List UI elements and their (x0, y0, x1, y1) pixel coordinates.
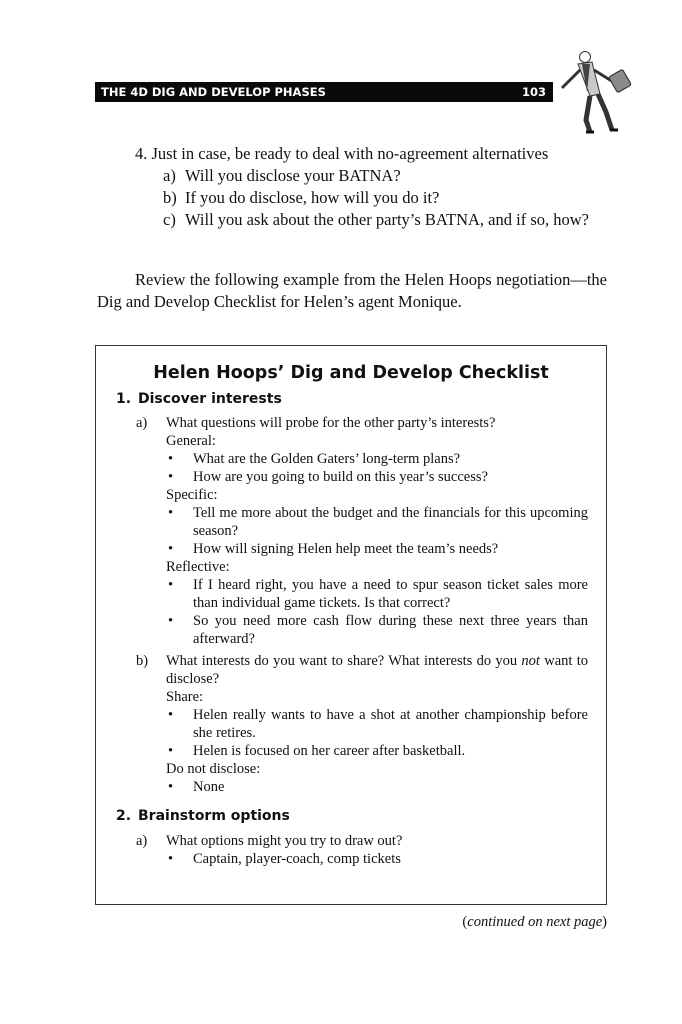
checklist-title: Helen Hoops’ Dig and Develop Checklist (153, 363, 549, 383)
running-header (95, 82, 553, 102)
list-item: • Captain, player-coach, comp tickets (168, 851, 401, 867)
running-header-title: THE 4D DIG AND DEVELOP PHASES (101, 85, 326, 99)
section-heading-discover-interests: 1. Discover interests (116, 391, 282, 407)
list-item: a) Will you disclose your BATNA? (163, 166, 401, 185)
checklist-item-b: b) What interests do you want to share? What interests do you not want to disclose? Share: • Helen really wants to have a shot at another championship before she retires. • Helen is focused on her career after basketball. Do not disclose: • None (136, 653, 588, 795)
list-item: • How are you going to build on this year’s success? (168, 469, 488, 485)
section-heading-brainstorm-options: 2. Brainstorm options (116, 808, 290, 824)
checklist-box (95, 345, 607, 905)
list-item: • So you need more cash flow during these next three years than afterward? (168, 613, 588, 647)
list-item: • Helen is focused on her career after basketball. (168, 743, 466, 759)
list-item: • How will signing Helen help meet the team’s needs? (168, 541, 499, 557)
list-item: • None (168, 779, 225, 795)
list-item-main: 4. Just in case, be ready to deal with no-agreement alternatives (135, 144, 549, 163)
no-agreement-list (135, 143, 607, 231)
continued-note: (continued on next page) (462, 914, 607, 930)
checklist-item-a: a) What questions will probe for the other party’s interests? General: • What are the Golden Gaters’ long-term plans? • How are you going to build on this year’s success? Specific: • Tell me more about the budget and the financials for this upcoming season? • How will signing Helen help meet the team’s needs? Reflective: • If I heard right, you have a need to spur season ticket sales more than individual game tickets. Is that correct? • So you need more cash flow during these next three years than afterward? (136, 415, 588, 647)
businessman-illustration (560, 48, 640, 134)
list-item: • If I heard right, you have a need to spur season ticket sales more than individual game tickets. Is that correct? (168, 577, 588, 611)
list-item: • What are the Golden Gaters’ long-term plans? (168, 451, 461, 467)
list-item: b) If you do disclose, how will you do it? (163, 188, 440, 207)
page-number: 103 (521, 85, 546, 99)
list-item: • Tell me more about the budget and the financials for this upcoming season? (168, 505, 588, 539)
list-item: c) Will you ask about the other party’s BATNA, and if so, how? (163, 210, 589, 229)
list-item: • Helen really wants to have a shot at another championship before she retires. (168, 707, 588, 741)
checklist-item-a: a) What options might you try to draw out? • Captain, player-coach, comp tickets (136, 832, 588, 868)
review-paragraph: Review the following example from the Helen Hoops negotiation—the Dig and Develop Checklist for Helen’s agent Monique. (97, 270, 607, 311)
